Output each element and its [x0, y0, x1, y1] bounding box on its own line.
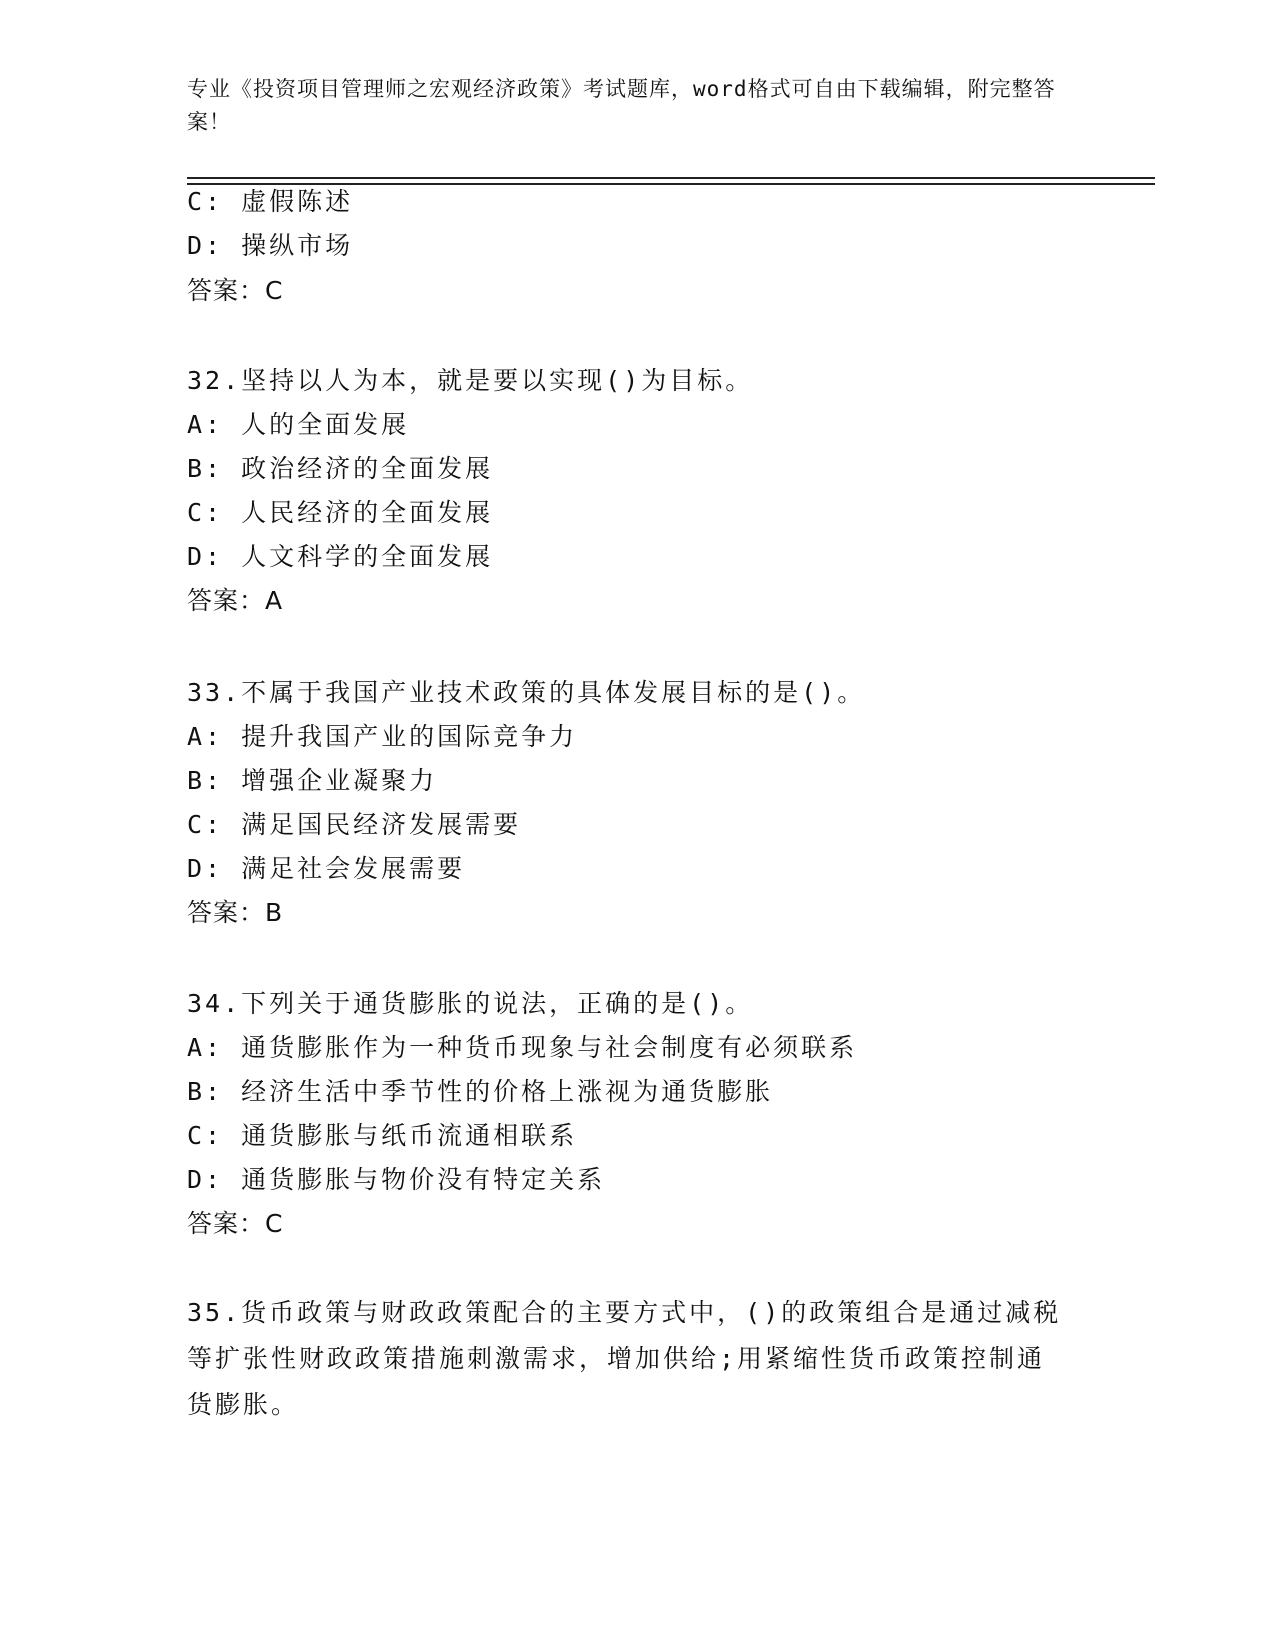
question-33-option-b: B: 增强企业凝聚力 — [187, 766, 438, 795]
question-34-option-c: C: 通货膨胀与纸币流通相联系 — [187, 1121, 578, 1150]
question-32-answer: 答案：A — [187, 586, 284, 615]
question-34-option-b: B: 经济生活中季节性的价格上涨视为通货膨胀 — [187, 1077, 774, 1106]
question-32-option-d: D: 人文科学的全面发展 — [187, 542, 494, 571]
question-33-option-c: C: 满足国民经济发展需要 — [187, 810, 522, 839]
question-32-stem: 32.坚持以人为本，就是要以实现()为目标。 — [187, 366, 754, 395]
question-32-option-c: C: 人民经济的全面发展 — [187, 498, 494, 527]
question-34-stem: 34.下列关于通货膨胀的说法，正确的是()。 — [187, 989, 754, 1018]
answer-prev: 答案：C — [187, 276, 284, 305]
question-32-option-b: B: 政治经济的全面发展 — [187, 454, 494, 483]
header-divider-bottom — [187, 183, 1155, 185]
question-34-option-d: D: 通货膨胀与物价没有特定关系 — [187, 1165, 606, 1194]
question-33-answer: 答案：B — [187, 898, 284, 927]
question-33-stem: 33.不属于我国产业技术政策的具体发展目标的是()。 — [187, 678, 866, 707]
question-34-option-a: A: 通货膨胀作为一种货币现象与社会制度有必须联系 — [187, 1033, 858, 1062]
question-32-option-a: A: 人的全面发展 — [187, 410, 410, 439]
question-33-option-d: D: 满足社会发展需要 — [187, 854, 466, 883]
question-33-option-a: A: 提升我国产业的国际竞争力 — [187, 722, 578, 751]
question-34-answer: 答案：C — [187, 1209, 284, 1238]
option-d-prev: D: 操纵市场 — [187, 231, 354, 260]
question-35-stem: 35.货币政策与财政政策配合的主要方式中，()的政策组合是通过减税等扩张性财政政策措施刺激需求，增加供给;用紧缩性货币政策控制通货膨胀。 — [187, 1298, 1062, 1419]
option-c-prev: C: 虚假陈述 — [187, 187, 354, 216]
header-divider-top — [187, 177, 1155, 179]
document-header: 专业《投资项目管理师之宏观经济政策》考试题库，word格式可自由下载编辑，附完整答案！ — [187, 77, 1056, 134]
